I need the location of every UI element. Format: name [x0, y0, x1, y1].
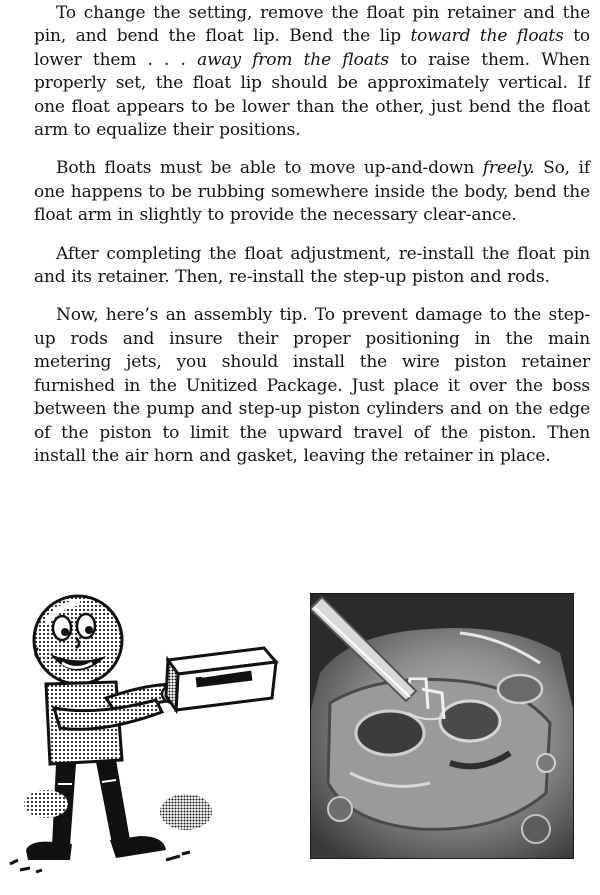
- document-body: [34, 2, 590, 483]
- unitized-package-box: [166, 648, 276, 710]
- body-text: to lower them . . .: [34, 26, 590, 70]
- paragraph-float-freedom: [34, 157, 590, 227]
- emphasized-text: away from the floats: [197, 49, 389, 70]
- paragraph-assembly-tip: [34, 304, 590, 468]
- emphasized-text: freely.: [482, 158, 535, 179]
- cartoon-mascot-illustration: [6, 588, 291, 888]
- cartoon-mascot-icon: [6, 588, 291, 888]
- mascot-head: [34, 596, 122, 684]
- body-text: To change the setting, remove the float pin retainer and the pin, and bend the float lip. Bend the lip: [34, 3, 590, 47]
- carburetor-photo: [310, 593, 574, 859]
- body-text: Both floats must be able to move up-and-down: [56, 158, 483, 179]
- paragraph-reinstall: [34, 243, 590, 290]
- body-text: to raise them. When properly set, the float lip should be approximately vertical. If one float appears to be lower than the other, just bend the float arm to equalize their positions.: [34, 49, 590, 141]
- emphasized-text: toward the floats: [410, 26, 564, 47]
- body-text: So, if one happens to be rubbing somewhere inside the body, bend the float arm in slightly to provide the necessary clear-ance.: [34, 158, 590, 226]
- paragraph-float-setting: [34, 2, 590, 142]
- carburetor-photo-icon: [310, 593, 574, 859]
- body-text: After completing the float adjustment, re-install the float pin and its retainer. Then, re-install the step-up piston and rods.: [34, 243, 590, 288]
- body-text: Now, here’s an assembly tip. To prevent damage to the step-up rods and insure their proper positioning in the main metering jets, you should install the wire piston retainer furnished in the Unitized Package. Just place it over the boss between the pump and step-up piston cylinders and on the edge of the piston to limit the upward travel of the piston. Then install the air horn and gasket, leaving the retainer in place.: [34, 305, 590, 466]
